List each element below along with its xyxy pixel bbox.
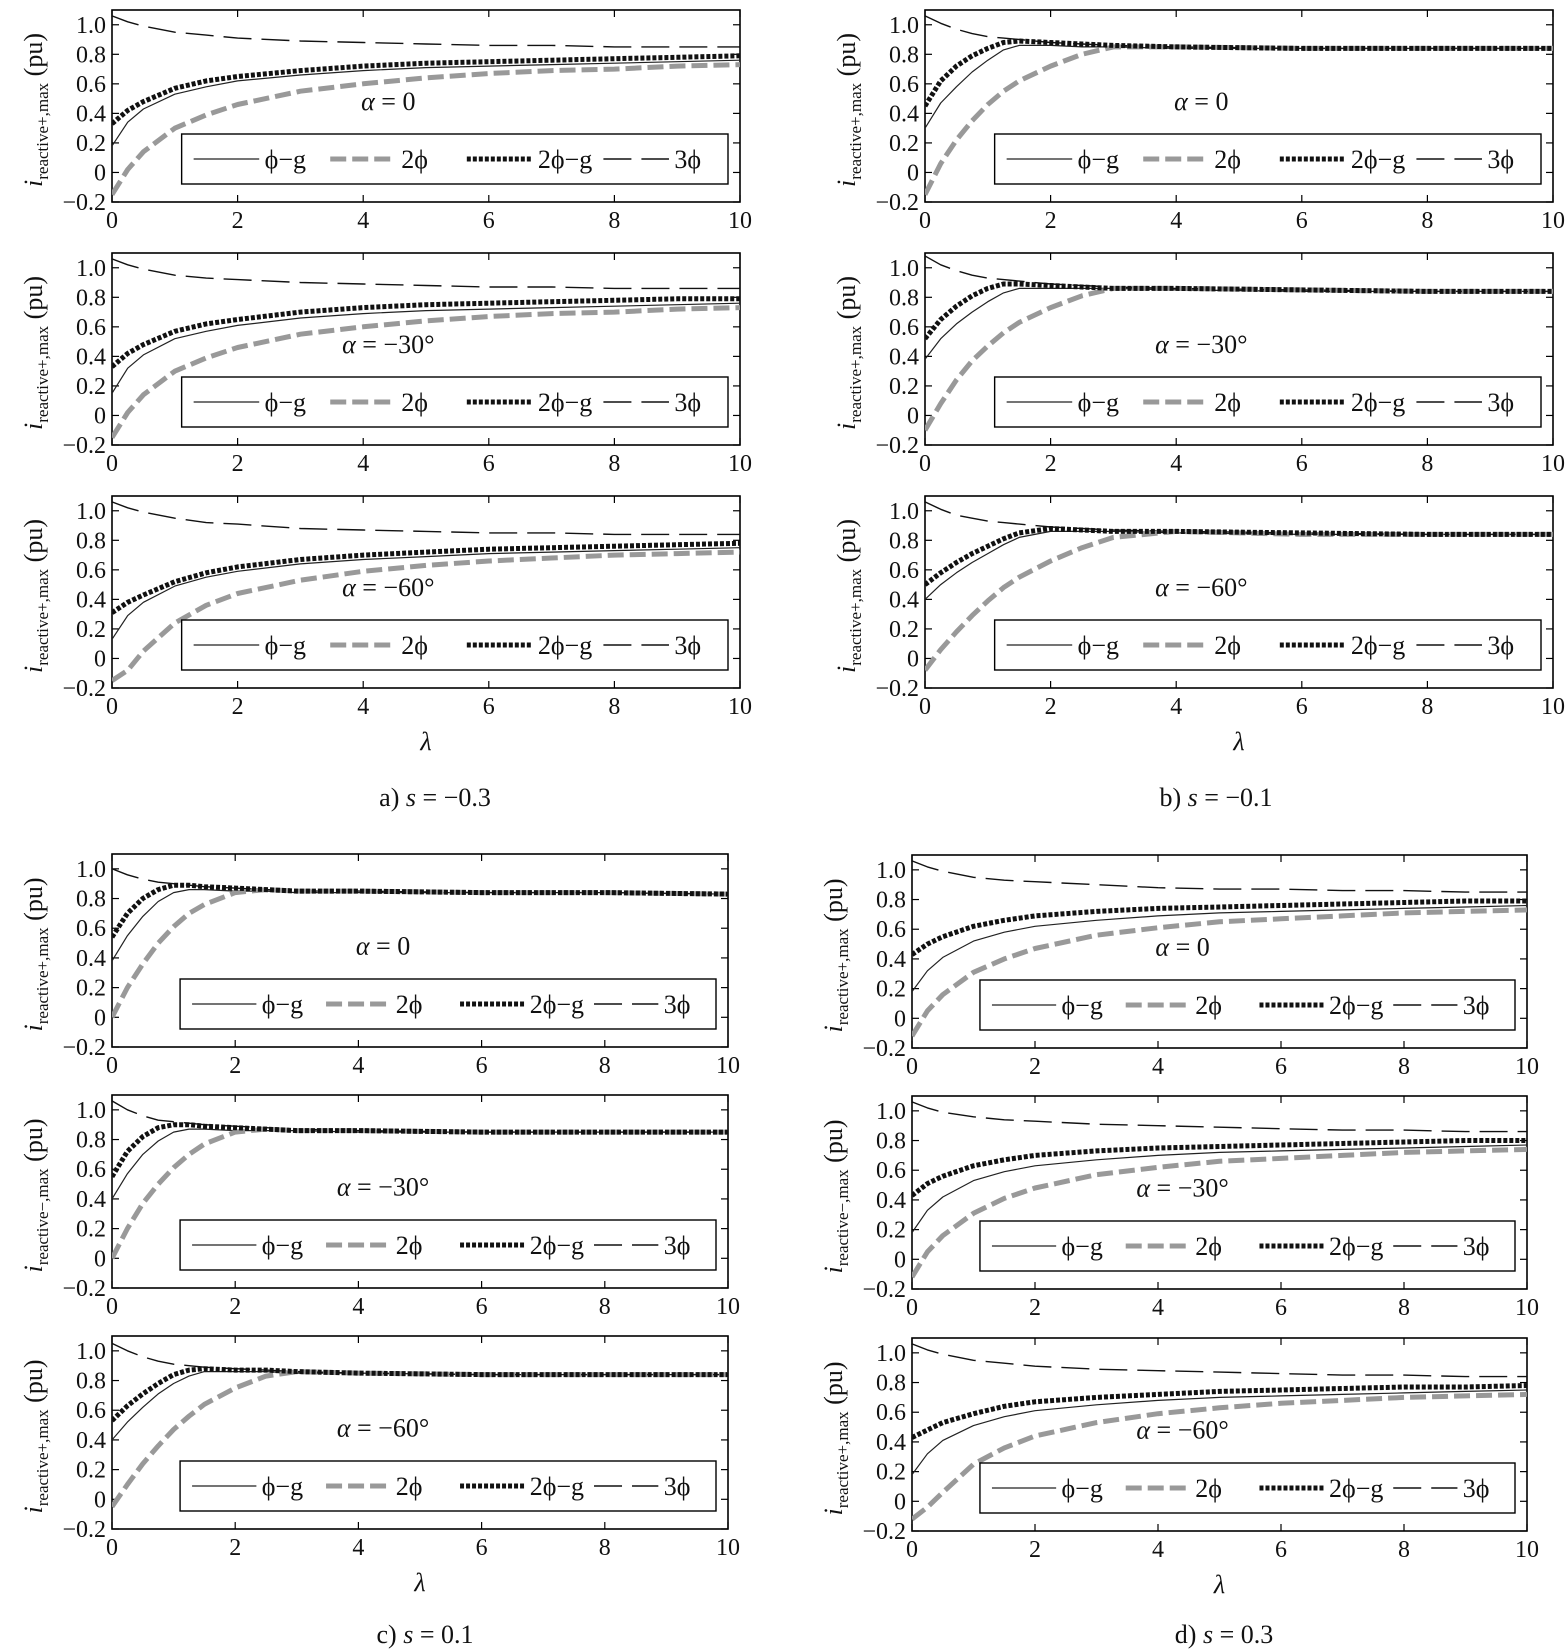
y-tick-label: 1.0 xyxy=(76,498,106,525)
x-tick-label: 0 xyxy=(919,208,931,234)
y-axis-label: $i_{reactive+,max}$ (pu) xyxy=(19,877,52,1032)
x-tick-label: 8 xyxy=(598,1294,611,1320)
legend-label: 2ϕ−g xyxy=(529,1472,585,1501)
y-tick-label: 0.4 xyxy=(76,587,106,614)
x-tick-label: 6 xyxy=(482,208,495,234)
x-tick-label: 6 xyxy=(1295,694,1308,720)
alpha-annotation: α = −30° xyxy=(1136,1173,1229,1203)
legend-label: 2ϕ xyxy=(395,1472,423,1501)
y-tick-label: 0.4 xyxy=(76,344,106,371)
y-tick-label: −0.2 xyxy=(875,433,919,459)
legend-label: 3ϕ xyxy=(1462,991,1490,1020)
y-tick-label: 0 xyxy=(907,160,919,187)
x-tick-label: 10 xyxy=(1515,1054,1539,1080)
x-tick-label: 6 xyxy=(475,1535,488,1561)
series-line-3ϕ xyxy=(912,1344,1527,1377)
y-tick-label: −0.2 xyxy=(862,1277,906,1303)
y-tick-label: 0.4 xyxy=(876,1429,906,1456)
legend xyxy=(182,134,728,184)
y-tick-label: 0.4 xyxy=(889,101,919,128)
series-line-3ϕ xyxy=(112,16,740,47)
chart-panel-b-3 xyxy=(832,496,1565,756)
x-tick-label: 10 xyxy=(716,1053,740,1079)
legend-label: 3ϕ xyxy=(663,1472,691,1501)
legend-label: 3ϕ xyxy=(1462,1232,1490,1261)
x-tick-label: 6 xyxy=(482,694,495,720)
legend-label: 2ϕ−g xyxy=(529,990,585,1019)
y-tick-label: 0 xyxy=(94,403,106,430)
y-axis-label: $i_{reactive+,max}$ (pu) xyxy=(832,33,865,187)
series-line-3ϕ xyxy=(925,502,1553,535)
y-tick-label: 0.6 xyxy=(76,1157,106,1184)
legend-label: 2ϕ−g xyxy=(1350,145,1406,174)
y-tick-label: 0.2 xyxy=(889,616,919,643)
x-tick-label: 4 xyxy=(1170,451,1183,477)
legend-label: 3ϕ xyxy=(1462,1474,1490,1503)
legend-label: 2ϕ xyxy=(1214,145,1241,174)
legend xyxy=(995,134,1541,184)
series-line-3ϕ xyxy=(112,259,740,289)
chart-panel-d-2 xyxy=(819,1096,1539,1321)
legend-label: ϕ−g xyxy=(1061,1232,1103,1261)
series-line-ϕ−g xyxy=(112,890,728,961)
x-tick-label: 2 xyxy=(1029,1295,1041,1321)
y-tick-label: 0.8 xyxy=(876,887,906,914)
y-tick-label: 0 xyxy=(94,1246,106,1273)
x-tick-label: 0 xyxy=(106,694,118,720)
x-tick-label: 10 xyxy=(1515,1537,1539,1563)
legend-label: ϕ−g xyxy=(261,1472,304,1501)
y-tick-label: 0 xyxy=(94,1487,106,1514)
legend-label: 2ϕ−g xyxy=(529,1231,585,1260)
x-tick-label: 10 xyxy=(1515,1295,1539,1321)
y-tick-label: 1.0 xyxy=(76,1338,106,1365)
legend-label: 2ϕ−g xyxy=(1329,1232,1384,1261)
x-tick-label: 2 xyxy=(229,1294,242,1320)
legend-label: ϕ−g xyxy=(1077,145,1120,174)
legend xyxy=(995,620,1541,670)
legend-label: 3ϕ xyxy=(674,145,702,174)
y-axis-label: $i_{reactive+,max}$ (pu) xyxy=(832,519,865,673)
y-tick-label: 0 xyxy=(894,1489,906,1516)
legend-label: 3ϕ xyxy=(663,1231,691,1260)
y-tick-label: 0.6 xyxy=(889,71,919,98)
x-axis-label: λ xyxy=(1213,1570,1226,1599)
y-axis-label: $i_{reactive+,max}$ (pu) xyxy=(19,33,52,187)
y-tick-label: 0 xyxy=(894,1006,906,1033)
series-line-2ϕ−g xyxy=(912,901,1527,955)
x-tick-label: 6 xyxy=(1295,208,1308,234)
x-tick-label: 2 xyxy=(231,208,244,234)
legend-label: 2ϕ xyxy=(1214,631,1241,660)
y-tick-label: 0.2 xyxy=(76,373,106,400)
y-tick-label: 0 xyxy=(94,1005,106,1032)
x-tick-label: 0 xyxy=(106,451,118,477)
y-tick-label: 0.2 xyxy=(76,616,106,643)
x-tick-label: 4 xyxy=(357,208,370,234)
x-tick-label: 6 xyxy=(1275,1295,1287,1321)
x-tick-label: 4 xyxy=(352,1294,365,1320)
x-tick-label: 4 xyxy=(1152,1537,1164,1563)
y-tick-label: 0.4 xyxy=(76,101,106,128)
y-tick-label: −0.2 xyxy=(62,1035,106,1061)
y-tick-label: 0.8 xyxy=(76,285,106,312)
x-tick-label: 6 xyxy=(482,451,495,477)
alpha-annotation: α = −60° xyxy=(1155,572,1248,602)
legend-label: 3ϕ xyxy=(663,990,691,1019)
y-tick-label: 1.0 xyxy=(876,1098,906,1125)
x-tick-label: 4 xyxy=(1170,694,1183,720)
y-tick-label: 1.0 xyxy=(76,856,106,883)
y-tick-label: 0.8 xyxy=(76,1127,106,1154)
y-tick-label: 0.8 xyxy=(889,42,919,69)
y-tick-label: 0 xyxy=(94,646,106,673)
legend-label: 2ϕ−g xyxy=(1329,991,1384,1020)
x-tick-label: 0 xyxy=(106,208,118,234)
y-tick-label: 0.8 xyxy=(76,1368,106,1395)
y-tick-label: 0.4 xyxy=(889,587,919,614)
y-tick-label: 0 xyxy=(907,403,919,430)
y-tick-label: −0.2 xyxy=(862,1036,906,1062)
x-tick-label: 2 xyxy=(229,1053,242,1079)
legend-label: 2ϕ−g xyxy=(537,388,593,417)
legend-label: 2ϕ xyxy=(401,631,428,660)
alpha-annotation: α = −30° xyxy=(342,329,435,359)
series-line-ϕ−g xyxy=(925,45,1553,128)
alpha-annotation: α = 0 xyxy=(1155,932,1210,962)
legend-label: 2ϕ xyxy=(401,388,428,417)
y-tick-label: 0.2 xyxy=(76,975,106,1002)
chart-panel-c-3 xyxy=(19,1336,740,1597)
legend-label: 2ϕ xyxy=(1214,388,1241,417)
x-tick-label: 4 xyxy=(352,1053,365,1079)
y-tick-label: 0.2 xyxy=(76,130,106,157)
legend-label: 2ϕ xyxy=(1195,1232,1222,1261)
x-tick-label: 10 xyxy=(728,451,752,477)
alpha-annotation: α = 0 xyxy=(361,86,416,116)
x-tick-label: 4 xyxy=(1170,208,1183,234)
y-tick-label: 0.8 xyxy=(876,1370,906,1397)
y-tick-label: 0.6 xyxy=(76,557,106,584)
subfigure-caption: a) s = −0.3 xyxy=(379,783,491,812)
chart-panel-a-2 xyxy=(19,253,752,477)
y-tick-label: −0.2 xyxy=(875,676,919,702)
x-tick-label: 8 xyxy=(1398,1295,1410,1321)
y-tick-label: 0.2 xyxy=(889,130,919,157)
x-tick-label: 0 xyxy=(919,451,931,477)
x-axis-label: λ xyxy=(420,727,432,756)
y-tick-label: −0.2 xyxy=(62,190,106,216)
x-tick-label: 8 xyxy=(1421,451,1434,477)
x-tick-label: 4 xyxy=(1152,1054,1164,1080)
y-axis-label: $i_{reactive+,max}$ (pu) xyxy=(819,1361,852,1516)
chart-panel-b-2 xyxy=(832,253,1565,477)
legend-label: 3ϕ xyxy=(1487,145,1515,174)
legend-label: 2ϕ−g xyxy=(537,631,593,660)
legend-label: ϕ−g xyxy=(1061,1474,1103,1503)
y-tick-label: −0.2 xyxy=(62,676,106,702)
legend xyxy=(180,1220,716,1270)
legend xyxy=(980,1221,1515,1271)
x-tick-label: 2 xyxy=(1044,694,1057,720)
legend-label: 2ϕ−g xyxy=(1350,631,1406,660)
x-tick-label: 0 xyxy=(106,1294,118,1320)
legend xyxy=(180,1461,716,1511)
y-tick-label: 0.8 xyxy=(76,886,106,913)
y-tick-label: 0.6 xyxy=(76,314,106,341)
legend-label: 2ϕ xyxy=(395,990,423,1019)
legend xyxy=(180,979,716,1029)
y-axis-label: $i_{reactive+,max}$ (pu) xyxy=(19,519,52,673)
y-tick-label: 0.2 xyxy=(889,373,919,400)
x-tick-label: 4 xyxy=(357,694,370,720)
subfigure-caption: d) s = 0.3 xyxy=(1174,1620,1274,1649)
y-tick-label: −0.2 xyxy=(862,1519,906,1545)
y-axis-label: $i_{reactive+,max}$ (pu) xyxy=(19,1359,52,1514)
legend xyxy=(995,377,1541,427)
chart-panel-d-1 xyxy=(819,855,1539,1080)
x-tick-label: 0 xyxy=(106,1053,118,1079)
y-tick-label: 0.2 xyxy=(876,1459,906,1486)
x-tick-label: 2 xyxy=(1044,208,1057,234)
y-tick-label: −0.2 xyxy=(875,190,919,216)
series-line-2ϕ−g xyxy=(112,1125,728,1177)
x-tick-label: 8 xyxy=(1398,1054,1410,1080)
x-tick-label: 4 xyxy=(1152,1295,1164,1321)
x-tick-label: 6 xyxy=(475,1294,488,1320)
x-tick-label: 8 xyxy=(1398,1537,1410,1563)
x-tick-label: 10 xyxy=(1541,208,1565,234)
legend-label: 2ϕ xyxy=(1195,1474,1222,1503)
legend-label: 2ϕ−g xyxy=(1350,388,1406,417)
x-tick-label: 8 xyxy=(608,694,621,720)
alpha-annotation: α = −60° xyxy=(342,572,435,602)
chart-panel-c-2 xyxy=(19,1095,740,1320)
y-axis-label: $i_{reactive-,max}$ (pu) xyxy=(19,1118,52,1273)
subfigure-caption: c) s = 0.1 xyxy=(376,1620,474,1649)
x-tick-label: 6 xyxy=(1275,1054,1287,1080)
y-tick-label: −0.2 xyxy=(62,1276,106,1302)
x-tick-label: 10 xyxy=(716,1294,740,1320)
x-tick-label: 8 xyxy=(598,1053,611,1079)
legend-label: ϕ−g xyxy=(261,1231,304,1260)
legend-label: ϕ−g xyxy=(261,990,304,1019)
legend xyxy=(980,980,1515,1030)
x-tick-label: 8 xyxy=(608,451,621,477)
y-tick-label: 0.6 xyxy=(876,1158,906,1185)
y-tick-label: 0.2 xyxy=(76,1216,106,1243)
plot-panels xyxy=(19,10,1565,1599)
y-tick-label: 1.0 xyxy=(889,255,919,282)
y-tick-label: 0.8 xyxy=(876,1128,906,1155)
y-tick-label: 1.0 xyxy=(876,1340,906,1367)
x-tick-label: 0 xyxy=(106,1535,118,1561)
x-axis-label: λ xyxy=(1233,727,1245,756)
alpha-annotation: α = −60° xyxy=(336,1413,430,1443)
x-tick-label: 4 xyxy=(357,451,370,477)
y-tick-label: 1.0 xyxy=(889,12,919,39)
series-line-3ϕ xyxy=(925,16,1553,49)
y-tick-label: 0.6 xyxy=(876,917,906,944)
series-line-3ϕ xyxy=(912,1102,1527,1132)
y-tick-label: 0.6 xyxy=(76,916,106,943)
x-tick-label: 6 xyxy=(475,1053,488,1079)
alpha-annotation: α = −60° xyxy=(1136,1415,1229,1445)
legend-label: ϕ−g xyxy=(264,388,307,417)
x-tick-label: 0 xyxy=(906,1054,918,1080)
legend-label: ϕ−g xyxy=(264,631,307,660)
x-tick-label: 2 xyxy=(1029,1537,1041,1563)
legend-label: 3ϕ xyxy=(674,388,702,417)
x-tick-label: 10 xyxy=(728,694,752,720)
x-tick-label: 0 xyxy=(919,694,931,720)
y-tick-label: 0.8 xyxy=(76,42,106,69)
x-tick-label: 8 xyxy=(598,1535,611,1561)
series-line-2ϕ−g xyxy=(112,56,740,124)
x-tick-label: 0 xyxy=(906,1537,918,1563)
legend-label: 2ϕ xyxy=(401,145,428,174)
alpha-annotation: α = −30° xyxy=(336,1172,430,1202)
legend-label: ϕ−g xyxy=(1077,388,1120,417)
y-tick-label: 0 xyxy=(894,1247,906,1274)
legend-label: 3ϕ xyxy=(1487,388,1515,417)
y-tick-label: 0.2 xyxy=(876,976,906,1003)
y-tick-label: −0.2 xyxy=(62,433,106,459)
y-tick-label: 0.2 xyxy=(876,1217,906,1244)
subfigure-caption: b) s = −0.1 xyxy=(1159,783,1273,812)
y-tick-label: 0.8 xyxy=(76,528,106,555)
y-tick-label: 1.0 xyxy=(76,1097,106,1124)
legend-label: ϕ−g xyxy=(264,145,307,174)
series-line-3ϕ xyxy=(112,502,740,535)
series-line-ϕ−g xyxy=(112,60,740,146)
alpha-annotation: α = −30° xyxy=(1155,329,1248,359)
x-tick-label: 2 xyxy=(231,451,244,477)
alpha-annotation: α = 0 xyxy=(1174,86,1229,116)
y-tick-label: −0.2 xyxy=(62,1517,106,1543)
x-tick-label: 2 xyxy=(1029,1054,1041,1080)
y-tick-label: 0.6 xyxy=(76,71,106,98)
y-tick-label: 0.8 xyxy=(889,528,919,555)
legend-label: 2ϕ−g xyxy=(1329,1474,1384,1503)
alpha-annotation: α = 0 xyxy=(355,931,411,961)
legend-label: 2ϕ−g xyxy=(537,145,593,174)
x-tick-label: 8 xyxy=(1421,694,1434,720)
series-line-3ϕ xyxy=(925,256,1553,291)
y-tick-label: 1.0 xyxy=(889,498,919,525)
y-axis-label: $i_{reactive+,max}$ (pu) xyxy=(832,276,865,430)
y-tick-label: 0.4 xyxy=(76,1186,106,1213)
x-tick-label: 6 xyxy=(1275,1537,1287,1563)
y-tick-label: 0.6 xyxy=(889,314,919,341)
legend-label: 2ϕ xyxy=(395,1231,423,1260)
y-tick-label: 0.4 xyxy=(876,1187,906,1214)
y-tick-label: 1.0 xyxy=(76,255,106,282)
y-tick-label: 0.6 xyxy=(889,557,919,584)
legend-label: 3ϕ xyxy=(674,631,702,660)
legend-label: 2ϕ xyxy=(1195,991,1222,1020)
y-tick-label: 0.4 xyxy=(76,1427,106,1454)
y-axis-label: $i_{reactive+,max}$ (pu) xyxy=(819,878,852,1033)
legend xyxy=(182,620,728,670)
y-tick-label: 0.2 xyxy=(76,1457,106,1484)
legend xyxy=(182,377,728,427)
y-tick-label: 0 xyxy=(94,160,106,187)
chart-panel-a-3 xyxy=(19,496,752,756)
y-tick-label: 1.0 xyxy=(876,857,906,884)
y-axis-label: $i_{reactive+,max}$ (pu) xyxy=(19,276,52,430)
x-tick-label: 10 xyxy=(1541,694,1565,720)
chart-panel-b-1 xyxy=(832,10,1565,234)
x-tick-label: 10 xyxy=(716,1535,740,1561)
x-tick-label: 4 xyxy=(352,1535,365,1561)
x-tick-label: 10 xyxy=(1541,451,1565,477)
y-tick-label: 0.6 xyxy=(876,1400,906,1427)
y-tick-label: 1.0 xyxy=(76,12,106,39)
x-axis-label: λ xyxy=(414,1568,426,1597)
y-tick-label: 0.4 xyxy=(876,946,906,973)
x-tick-label: 8 xyxy=(608,208,621,234)
legend-label: ϕ−g xyxy=(1061,991,1103,1020)
series-line-3ϕ xyxy=(912,861,1527,892)
y-tick-label: 0 xyxy=(907,646,919,673)
legend-label: ϕ−g xyxy=(1077,631,1120,660)
x-tick-label: 6 xyxy=(1295,451,1308,477)
y-tick-label: 0.8 xyxy=(889,285,919,312)
x-tick-label: 2 xyxy=(231,694,244,720)
x-tick-label: 2 xyxy=(1044,451,1057,477)
y-tick-label: 0.4 xyxy=(889,344,919,371)
x-tick-label: 10 xyxy=(728,208,752,234)
x-tick-label: 2 xyxy=(229,1535,242,1561)
chart-panel-c-1 xyxy=(19,854,740,1079)
x-tick-label: 8 xyxy=(1421,208,1434,234)
legend xyxy=(980,1463,1515,1513)
legend-label: 3ϕ xyxy=(1487,631,1515,660)
y-axis-label: $i_{reactive-,max}$ (pu) xyxy=(819,1119,852,1274)
series-line-2ϕ−g xyxy=(925,41,1553,106)
chart-panel-a-1 xyxy=(19,10,752,234)
y-tick-label: 0.6 xyxy=(76,1398,106,1425)
x-tick-label: 0 xyxy=(906,1295,918,1321)
y-tick-label: 0.4 xyxy=(76,945,106,972)
chart-panel-d-3 xyxy=(819,1338,1539,1599)
